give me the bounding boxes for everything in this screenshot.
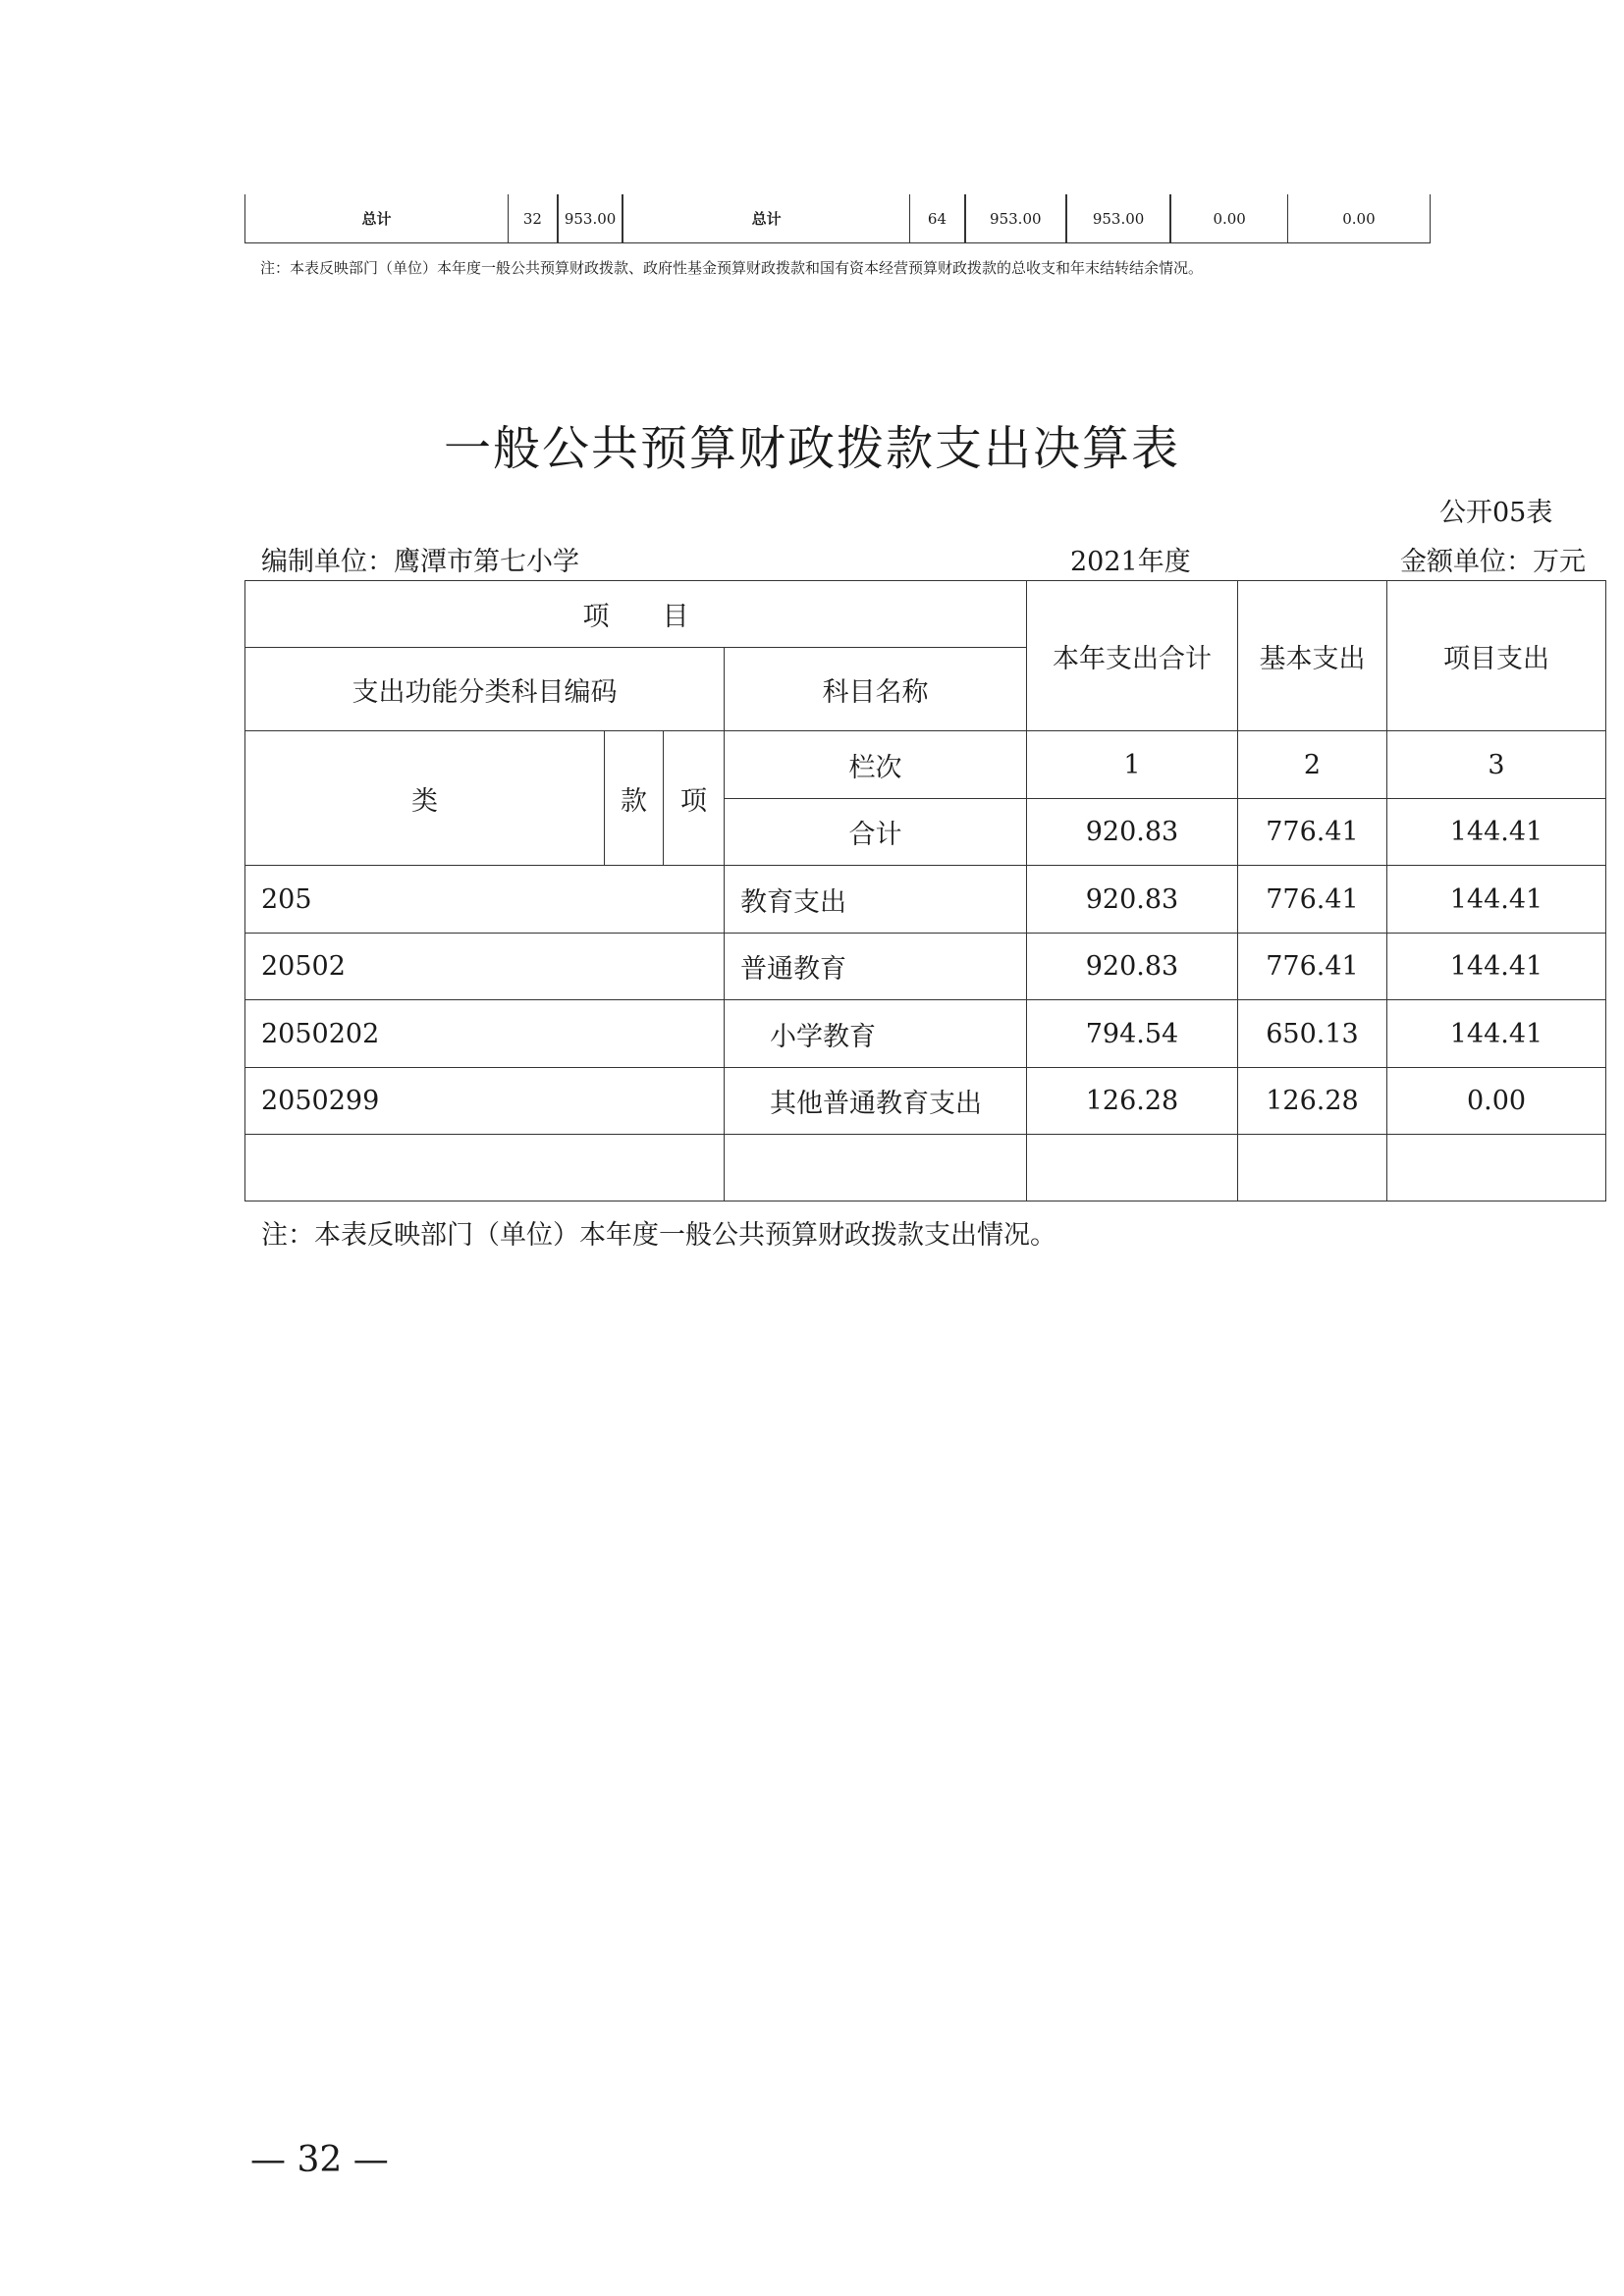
prev-expense-subtotal: 953.00 [1066, 194, 1171, 243]
header-kuan: 款 [605, 731, 664, 866]
form-number: 公开05表 [1439, 498, 1553, 528]
previous-table-total-row [244, 194, 1431, 243]
compiling-unit: 编制单位：鹰潭市第七小学 [261, 547, 579, 577]
header-total: 本年支出合计 [1027, 581, 1238, 731]
amount-unit: 金额单位：万元 [1400, 547, 1586, 577]
expenditure-table [244, 580, 1606, 1201]
prev-expense-total: 953.00 [965, 194, 1066, 243]
prev-row-no: 32 [508, 194, 557, 243]
prev-value-b: 0.00 [1287, 194, 1430, 243]
row-name: 普通教育 [725, 934, 1027, 1000]
header-basic: 基本支出 [1238, 581, 1387, 731]
row-basic: 776.41 [1238, 934, 1387, 1000]
row-project: 0.00 [1387, 1068, 1606, 1135]
col-number-2: 2 [1238, 731, 1387, 799]
header-code: 支出功能分类科目编码 [245, 648, 725, 731]
prev-income-total: 953.00 [558, 194, 623, 243]
row-code: 20502 [245, 934, 725, 1000]
previous-table-note: 注：本表反映部门（单位）本年度一般公共预算财政拨款、政府性基金预算财政拨款和国有资本经营预算财政拨款的总收支和年末结转结余情况。 [260, 259, 1204, 277]
row-project: 144.41 [1387, 1000, 1606, 1068]
page-title: 一般公共预算财政拨款支出决算表 [443, 421, 1180, 476]
row-basic: 126.28 [1238, 1068, 1387, 1135]
col-number-3: 3 [1387, 731, 1606, 799]
row-project: 144.41 [1387, 866, 1606, 934]
row-name: 其他普通教育支出 [725, 1068, 1027, 1135]
heji-total: 920.83 [1027, 799, 1238, 866]
heji-project: 144.41 [1387, 799, 1606, 866]
row-total: 794.54 [1027, 1000, 1238, 1068]
row-basic: 650.13 [1238, 1000, 1387, 1068]
table-row [245, 1000, 1606, 1068]
page-number: — 32 — [250, 2140, 389, 2180]
col-number-1: 1 [1027, 731, 1238, 799]
row-project: 144.41 [1387, 934, 1606, 1000]
header-lanci: 栏次 [725, 731, 1027, 799]
header-project-expense: 项目支出 [1387, 581, 1606, 731]
row-code: 205 [245, 866, 725, 934]
header-name: 科目名称 [725, 648, 1027, 731]
fiscal-year: 2021年度 [1070, 547, 1191, 577]
row-total: 920.83 [1027, 866, 1238, 934]
header-lei: 类 [245, 731, 605, 866]
row-name: 教育支出 [725, 866, 1027, 934]
prev-value-a: 0.00 [1170, 194, 1287, 243]
heji-label: 合计 [725, 799, 1027, 866]
prev-total-label: 总计 [245, 194, 509, 243]
row-name: 小学教育 [725, 1000, 1027, 1068]
row-total: 920.83 [1027, 934, 1238, 1000]
row-total: 126.28 [1027, 1068, 1238, 1135]
table-row [245, 1068, 1606, 1135]
table-row [245, 866, 1606, 934]
header-xiang: 项 [664, 731, 725, 866]
prev-total-label-2: 总计 [623, 194, 909, 243]
empty-row [245, 1135, 1606, 1201]
row-code: 2050202 [245, 1000, 725, 1068]
row-code: 2050299 [245, 1068, 725, 1135]
row-basic: 776.41 [1238, 866, 1387, 934]
heji-basic: 776.41 [1238, 799, 1387, 866]
header-project: 项 目 [245, 581, 1027, 648]
table-note: 注：本表反映部门（单位）本年度一般公共预算财政拨款支出情况。 [261, 1220, 1056, 1251]
table-row [245, 934, 1606, 1000]
prev-row-no-2: 64 [910, 194, 965, 243]
